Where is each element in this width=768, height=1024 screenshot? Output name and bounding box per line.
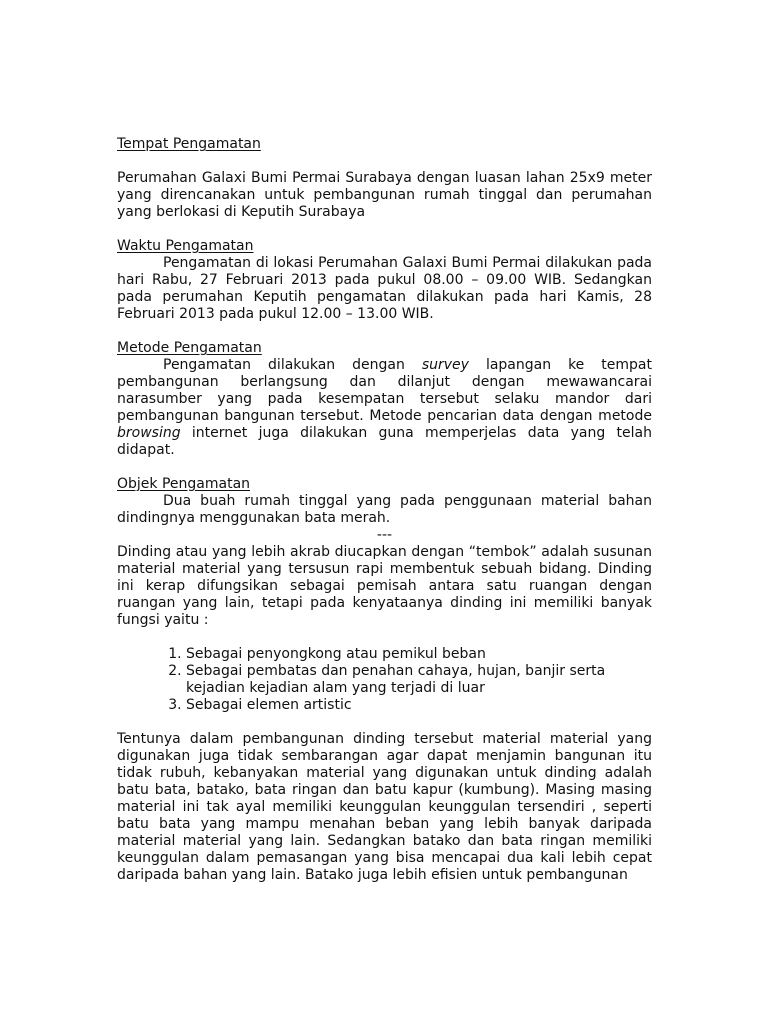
heading-metode: Metode Pengamatan	[117, 340, 262, 356]
spacer	[117, 714, 652, 731]
metode-text-1: Pengamatan dilakukan dengan	[163, 357, 422, 373]
list-item: 2. Sebagai pembatas dan penahan cahaya, hujan, banjir serta kejadian kejadian alam yang terjadi di luar	[186, 663, 652, 697]
spacer	[117, 459, 652, 476]
paragraph-waktu: Pengamatan di lokasi Perumahan Galaxi Bumi Permai dilakukan pada hari Rabu, 27 Februari 2013 pada pukul 08.00 – 09.00 WIB. Sedangkan pada perumahan Keputih pengamatan dilakukan pada hari Kamis, 28 Februari 2013 pada pukul 12.00 – 13.00 WIB.	[117, 255, 652, 322]
spacer	[117, 629, 652, 646]
fungsi-list	[117, 646, 652, 714]
paragraph-dinding: Dinding atau yang lebih akrab diucapkan dengan “tembok” adalah susunan material material yang tersusun rapi membentuk sebuah bidang. Dinding ini kerap difungsikan sebagai pemisah antara satu ruangan dengan ruangan yang lain, tetapi pada kenyataanya dinding ini memiliki banyak fungsi yaitu :	[117, 544, 652, 628]
paragraph-tempat: Perumahan Galaxi Bumi Permai Surabaya dengan luasan lahan 25x9 meter yang direncanakan untuk pembangunan rumah tinggal dan perumahan yang berlokasi di Keputih Surabaya	[117, 170, 652, 220]
spacer	[117, 323, 652, 340]
metode-text-3: internet juga dilakukan guna memperjelas data yang telah didapat.	[117, 425, 652, 458]
metode-text-2: lapangan ke tempat pembangunan berlangsung dan dilanjut dengan mewawancarai narasumber yang pada kesempatan tersebut selaku mandor dari pembangunan bangunan tersebut. Metode pencarian data dengan metode	[117, 357, 652, 424]
term-browsing: browsing	[117, 425, 181, 441]
paragraph-metode	[117, 357, 652, 459]
spacer	[117, 153, 652, 170]
heading-objek: Objek Pengamatan	[117, 476, 251, 492]
list-item: 1. Sebagai penyongkong atau pemikul beban	[186, 646, 652, 663]
heading-waktu: Waktu Pengamatan	[117, 238, 254, 254]
spacer	[117, 221, 652, 238]
paragraph-tentunya: Tentunya dalam pembangunan dinding tersebut material material yang digunakan juga tidak sembarangan agar dapat menjamin bangunan itu tidak rubuh, kebanyakan material yang digunakan untuk dinding adalah batu bata, batako, bata ringan dan batu kapur (kumbung). Masing masing material ini tak ayal memiliki keunggulan keunggulan tersendiri , seperti batu bata yang mampu menahan beban yang lebih banyak daripada material material yang lain. Sedangkan batako dan bata ringan memiliki keunggulan dalam pemasangan yang bisa mencapai dua kali lebih cepat daripada bahan yang lain. Batako juga lebih efisien untuk pembangunan	[117, 731, 652, 883]
separator: ---	[376, 527, 393, 543]
paragraph-objek: Dua buah rumah tinggal yang pada penggunaan material bahan dindingnya menggunakan bata merah.	[117, 493, 652, 526]
list-item: 3. Sebagai elemen artistic	[186, 697, 652, 714]
document-body	[117, 136, 652, 884]
term-survey: survey	[421, 357, 469, 373]
heading-tempat: Tempat Pengamatan	[117, 136, 261, 152]
